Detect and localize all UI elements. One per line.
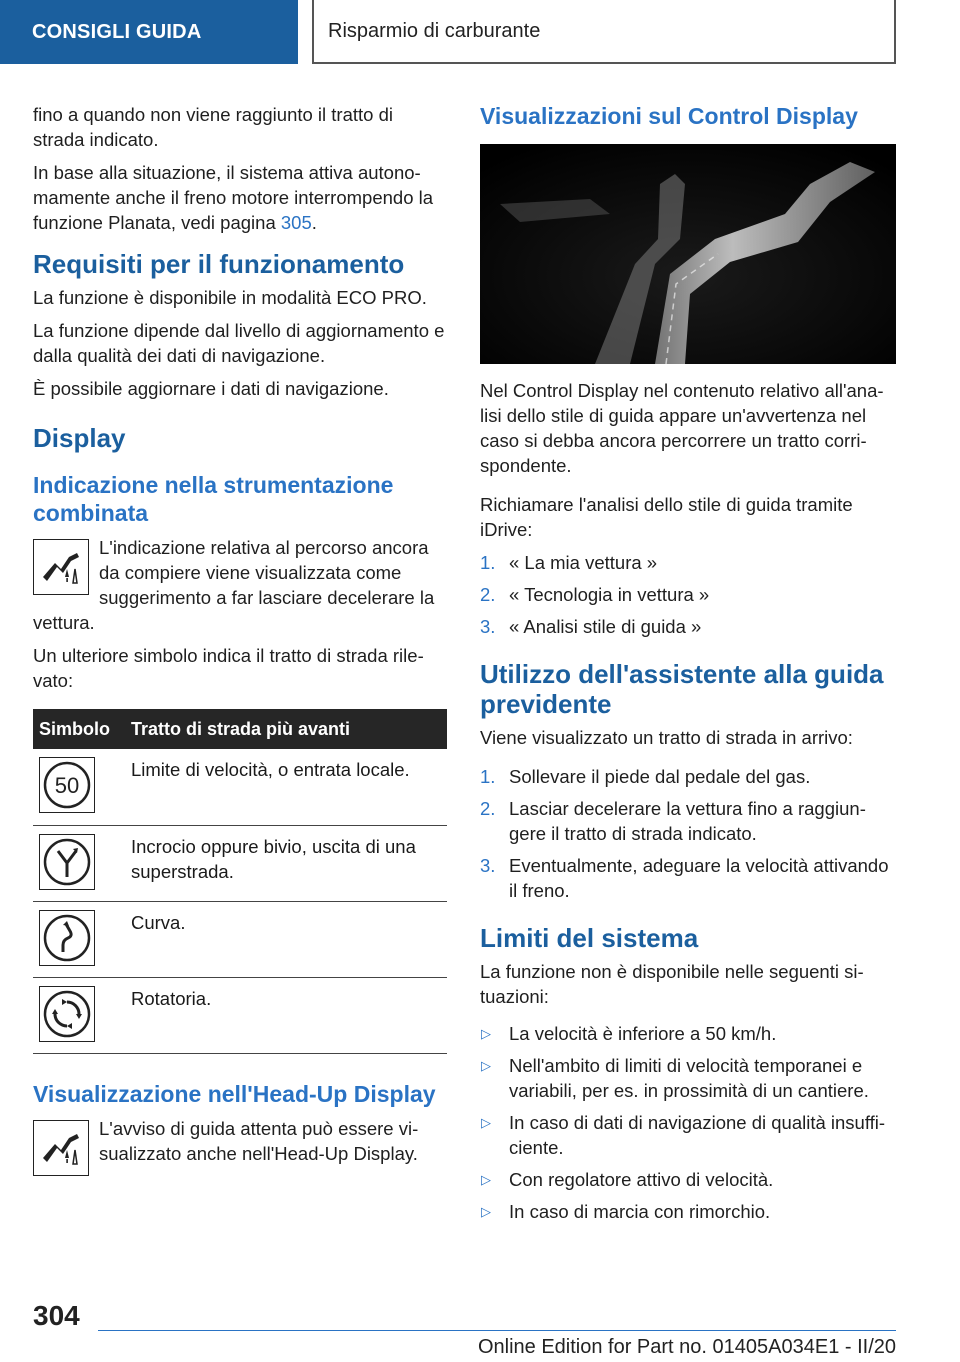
hud-heading: Visualizzazione nell'Head-Up Display	[33, 1080, 436, 1107]
hud-icon-paragraph	[33, 1116, 447, 1180]
chapter-tab: Risparmio di carburante	[312, 0, 896, 64]
triangle-bullet-icon: ▷	[481, 1026, 491, 1041]
speed-limit-50-icon	[39, 757, 95, 813]
coasting-foot-icon	[33, 1120, 89, 1176]
intro-paragraph-1: fino a quando non viene raggiunto il tratto di strada indicato.	[33, 104, 393, 150]
menu-path-la-mia-vettura: « La mia vettura »	[509, 552, 658, 573]
page-header	[0, 0, 960, 66]
hud-paragraph-1: L'avviso di guida attenta può essere visualizzato anche nell'Head-Up Display.	[99, 1117, 419, 1164]
intro-paragraph-2-end: .	[311, 212, 317, 233]
table-cell-text: Curva.	[125, 901, 447, 977]
cluster-heading: Indicazione nella strumentazione combinata	[33, 472, 394, 526]
table-cell-text: Rotatoria.	[125, 977, 447, 1053]
intro-paragraph-2-text: In base alla situazione, il sistema attiva autonomamente anche il freno motore interrompendo la funzione Planata, vedi pagina	[33, 162, 434, 233]
step-number: 1.	[480, 552, 496, 573]
table-cell-text: Incrocio oppure bivio, uscita di una superstrada.	[125, 825, 447, 901]
requirements-paragraph-3: È possibile aggiornare i dati di navigazione.	[33, 378, 389, 399]
limits-paragraph-1: La funzione non è disponibile nelle seguenti situazioni:	[480, 961, 864, 1007]
usage-steps-list	[480, 764, 896, 903]
page-footer	[0, 1290, 960, 1362]
limit-text: Nell'ambito di limiti di velocità temporanei e variabili, per es. in prossimità di un cantiere.	[509, 1055, 869, 1101]
right-column	[480, 102, 896, 1232]
table-row	[33, 825, 447, 901]
requirements-paragraph-2: La funzione dipende dal livello di aggiornamento e dalla qualità dei dati di navigazione.	[33, 320, 445, 366]
step-number: 2.	[480, 798, 496, 819]
triangle-bullet-icon: ▷	[481, 1172, 491, 1187]
control-display-paragraph-2: Richiamare l'analisi dello stile di guida tramite iDrive:	[480, 494, 853, 540]
section-tab: CONSIGLI GUIDA	[0, 0, 298, 64]
step-text: Eventualmente, adeguare la velocità attivando il freno.	[509, 855, 889, 901]
speed-limit-value: 50	[54, 773, 80, 798]
list-item	[480, 796, 896, 846]
list-item	[480, 1021, 896, 1046]
step-number: 3.	[480, 855, 496, 876]
column-header-symbol: Simbolo	[33, 709, 125, 749]
symbol-table	[33, 709, 447, 1054]
list-item	[480, 614, 896, 639]
table-cell-text: Limite di velocità, o entrata locale.	[125, 749, 447, 825]
roundabout-icon	[39, 986, 95, 1042]
limit-text: In caso di dati di navigazione di qualità insufficiente.	[509, 1112, 886, 1158]
menu-path-tecnologia: « Tecnologia in vettura »	[509, 584, 710, 605]
edition-text: Online Edition for Part no. 01405A034E1 - II/20	[477, 1336, 896, 1358]
list-item	[480, 853, 896, 903]
menu-path-analisi: « Analisi stile di guida »	[509, 616, 702, 637]
symbol-table-header	[33, 709, 447, 749]
control-display-paragraph-1: Nel Control Display nel contenuto relativo all'analisi dello stile di guida appare un'avvertenza nel caso si debba ancora percorrere un tratto corrispondente.	[480, 380, 884, 476]
page-link-305[interactable]: 305	[280, 212, 312, 233]
requirements-heading: Requisiti per il funzionamento	[33, 249, 405, 279]
triangle-bullet-icon: ▷	[481, 1058, 491, 1073]
list-item	[480, 550, 896, 575]
usage-paragraph-1: Viene visualizzato un tratto di strada in arrivo:	[480, 727, 853, 748]
junction-icon	[39, 834, 95, 890]
cluster-paragraph-2: Un ulteriore simbolo indica il tratto di strada rilevato:	[33, 645, 424, 691]
table-row	[33, 901, 447, 977]
curve-icon	[39, 910, 95, 966]
limits-heading: Limiti del sistema	[480, 923, 699, 953]
table-row	[33, 749, 447, 825]
idrive-steps-list	[480, 550, 896, 639]
left-column	[33, 102, 447, 1180]
usage-heading: Utilizzo dell'assistente alla guida previdente	[480, 659, 884, 719]
limit-text: Con regolatore attivo di velocità.	[509, 1169, 774, 1190]
cluster-icon-paragraph	[33, 535, 447, 635]
requirements-paragraph-1: La funzione è disponibile in modalità ECO PRO.	[33, 287, 427, 308]
list-item	[480, 764, 896, 789]
control-display-heading: Visualizzazioni sul Control Display	[480, 103, 858, 129]
column-header-road-ahead: Tratto di strada più avanti	[125, 709, 447, 749]
list-item	[480, 1199, 896, 1224]
list-item	[480, 1167, 896, 1192]
coasting-foot-icon	[33, 539, 89, 595]
cluster-paragraph-1: L'indicazione relativa al percorso ancora da compiere viene visualizzata come suggerimento a far lasciare decelerare la vettura.	[33, 537, 435, 633]
step-number: 2.	[480, 584, 496, 605]
step-text: Sollevare il piede dal pedale del gas.	[509, 766, 811, 787]
list-item	[480, 582, 896, 607]
step-number: 1.	[480, 766, 496, 787]
display-heading: Display	[33, 423, 126, 453]
footer-divider	[98, 1330, 896, 1331]
triangle-bullet-icon: ▷	[481, 1115, 491, 1130]
step-number: 3.	[480, 616, 496, 637]
step-text: Lasciar decelerare la vettura fino a raggiungere il tratto di strada indicato.	[509, 798, 866, 844]
table-row	[33, 977, 447, 1053]
list-item	[480, 1110, 896, 1160]
list-item	[480, 1053, 896, 1103]
intro-paragraph-2	[33, 160, 447, 235]
page-number: 304	[33, 1300, 80, 1331]
limit-text: In caso di marcia con rimorchio.	[509, 1201, 771, 1222]
limits-list	[480, 1021, 896, 1224]
limit-text: La velocità è inferiore a 50 km/h.	[509, 1023, 777, 1044]
triangle-bullet-icon: ▷	[481, 1204, 491, 1219]
road-ahead-image	[480, 144, 896, 364]
